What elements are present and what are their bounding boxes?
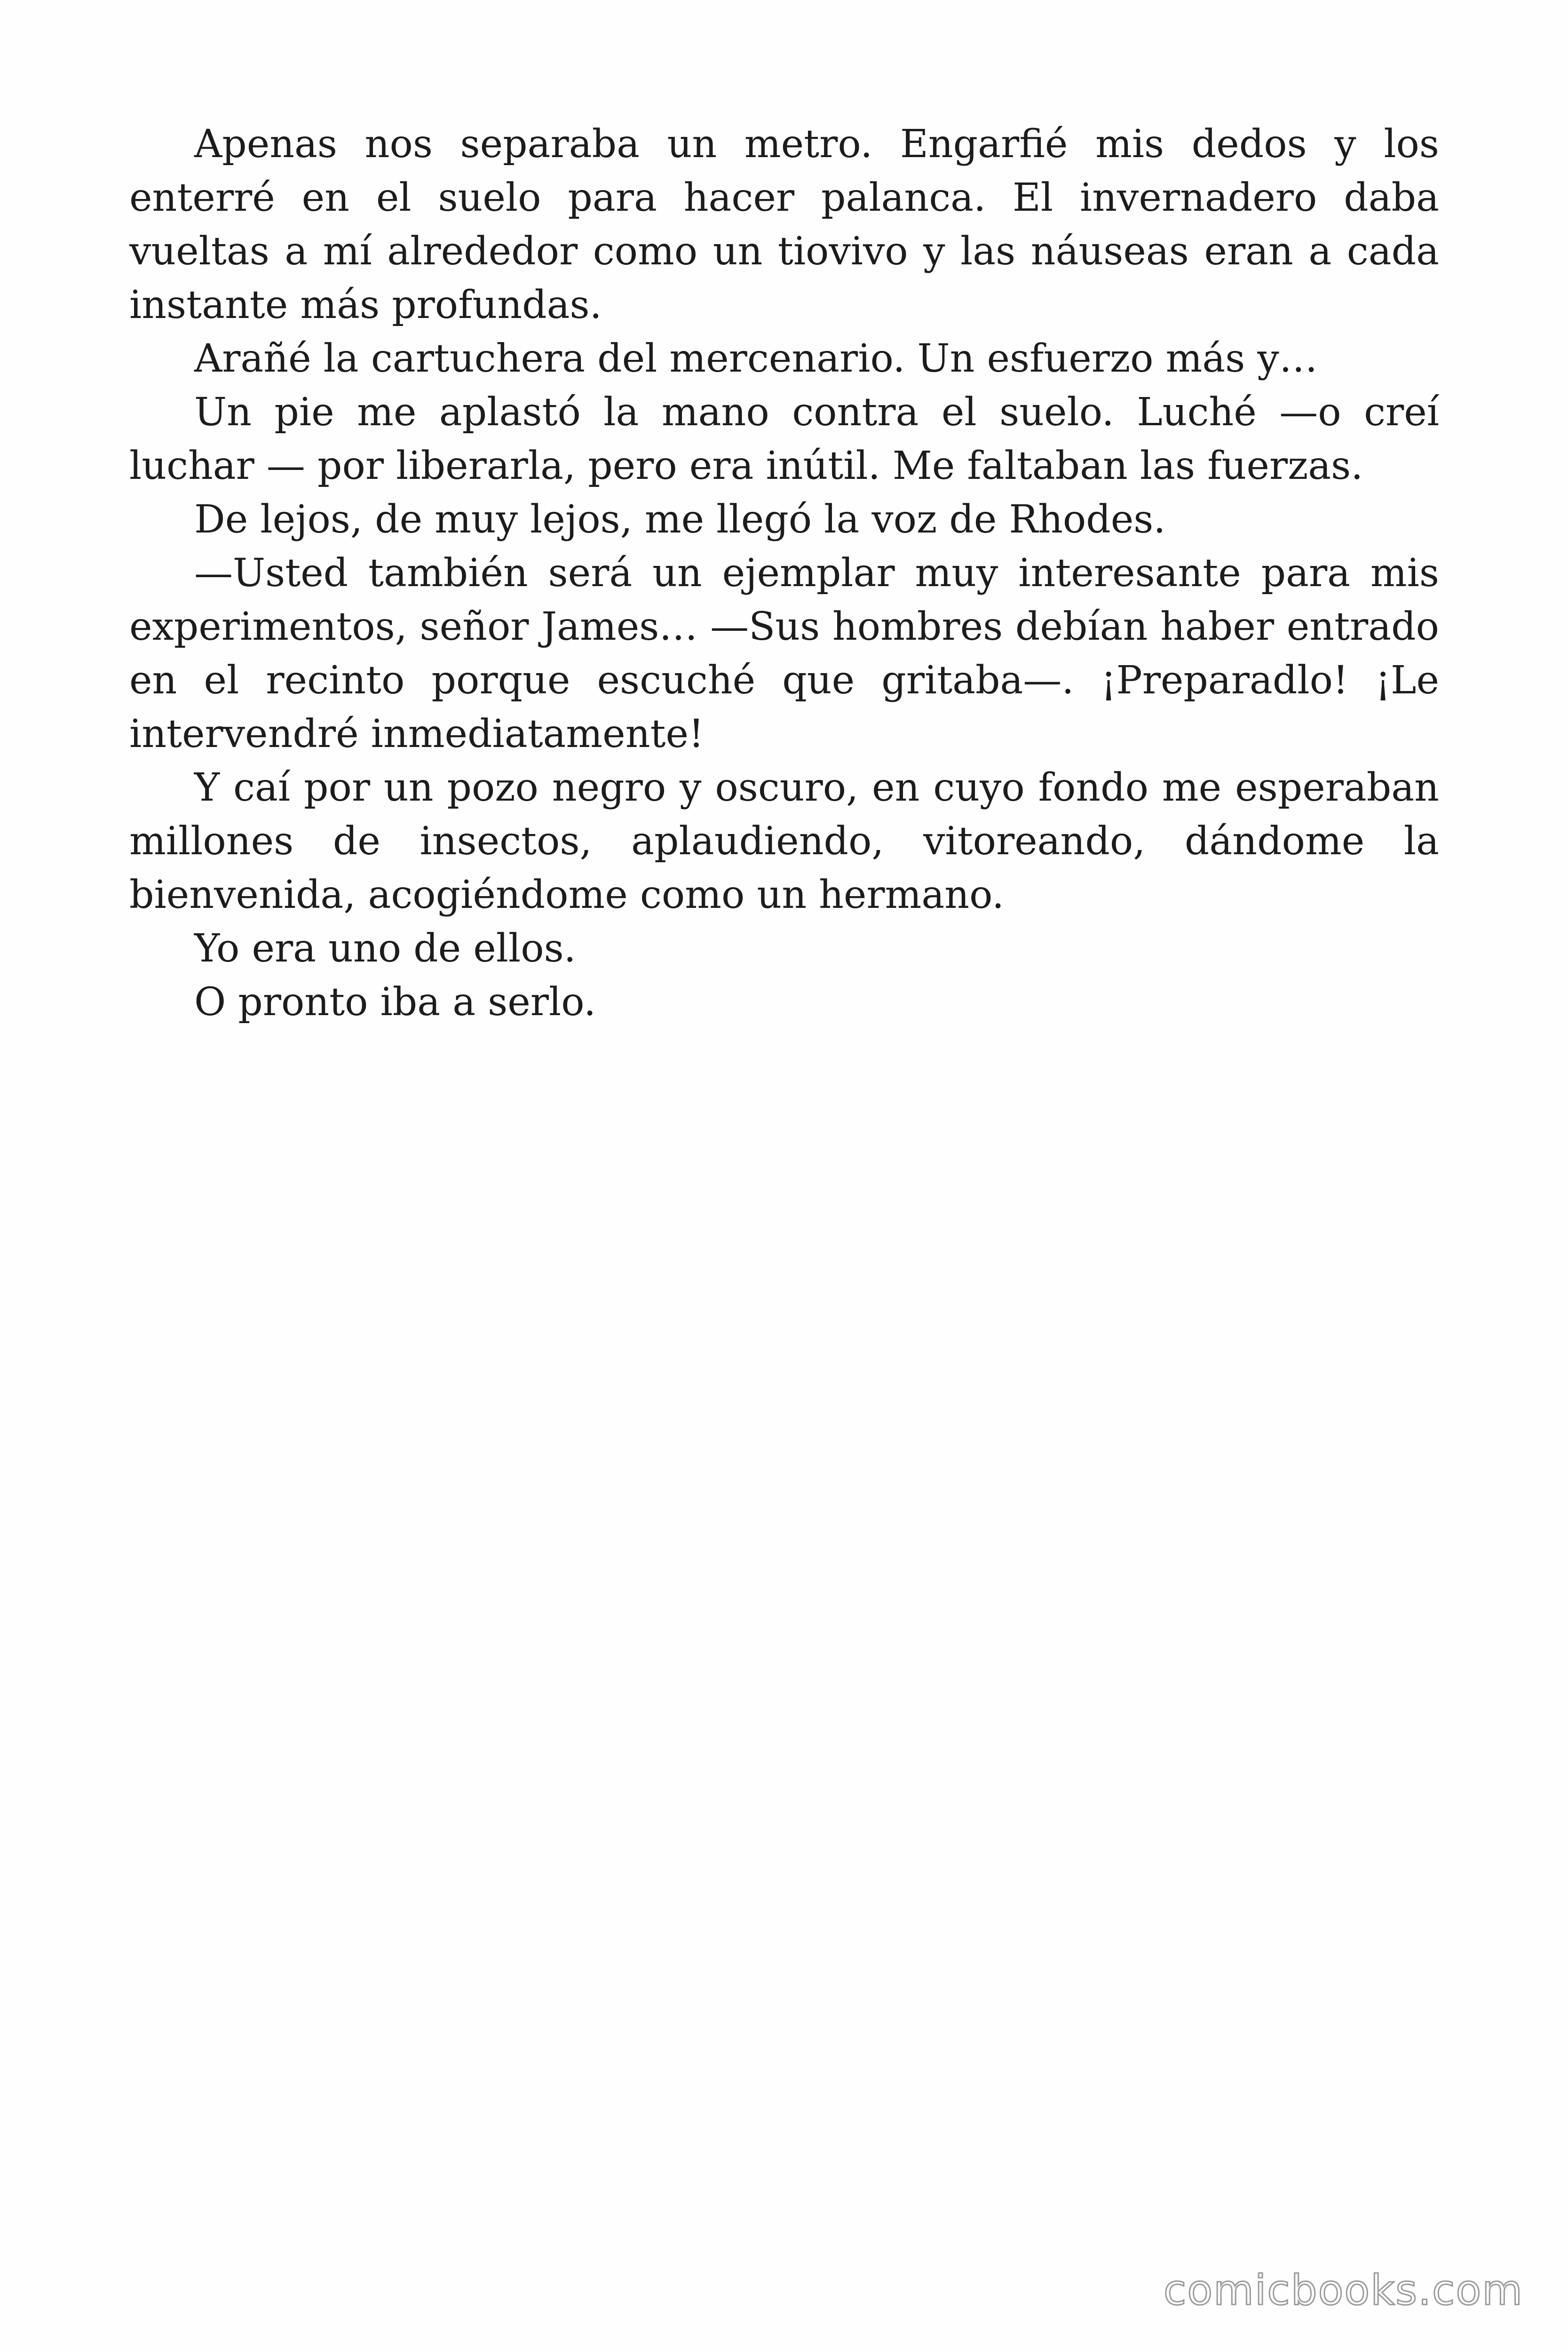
paragraph-3: Un pie me aplastó la mano contra el suelo. Luché —o creí luchar — por liberarla, pero era inútil. Me faltaban las fuerzas.	[129, 390, 1439, 488]
paragraph-7: Yo era uno de ellos.	[194, 926, 576, 971]
paragraph-5: —Usted también será un ejemplar muy interesante para mis experimentos, señor James… —Sus hombres debían haber entrado en el recinto porque escuché que gritaba—. ¡Preparadlo! ¡Le intervendré inmediatamente!	[129, 551, 1439, 756]
paragraph-1: Apenas nos separaba un metro. Engarfié mis dedos y los enterré en el suelo para hacer palanca. El invernadero daba vueltas a mí alrededor como un tiovivo y las náuseas eran a cada instante más profundas.	[129, 122, 1439, 327]
paragraph-8: O pronto iba a serlo.	[194, 980, 596, 1025]
paragraph-4: De lejos, de muy lejos, me llegó la voz de Rhodes.	[194, 497, 1166, 542]
page-body-text	[129, 118, 1439, 1029]
watermark-text: comicbooks.com	[1163, 2266, 1523, 2314]
paragraph-6: Y caí por un pozo negro y oscuro, en cuyo fondo me esperaban millones de insectos, aplaudiendo, vitoreando, dándome la bienvenida, acogiéndome como un hermano.	[129, 765, 1439, 917]
paragraph-2: Arañé la cartuchera del mercenario. Un esfuerzo más y…	[194, 336, 1318, 381]
